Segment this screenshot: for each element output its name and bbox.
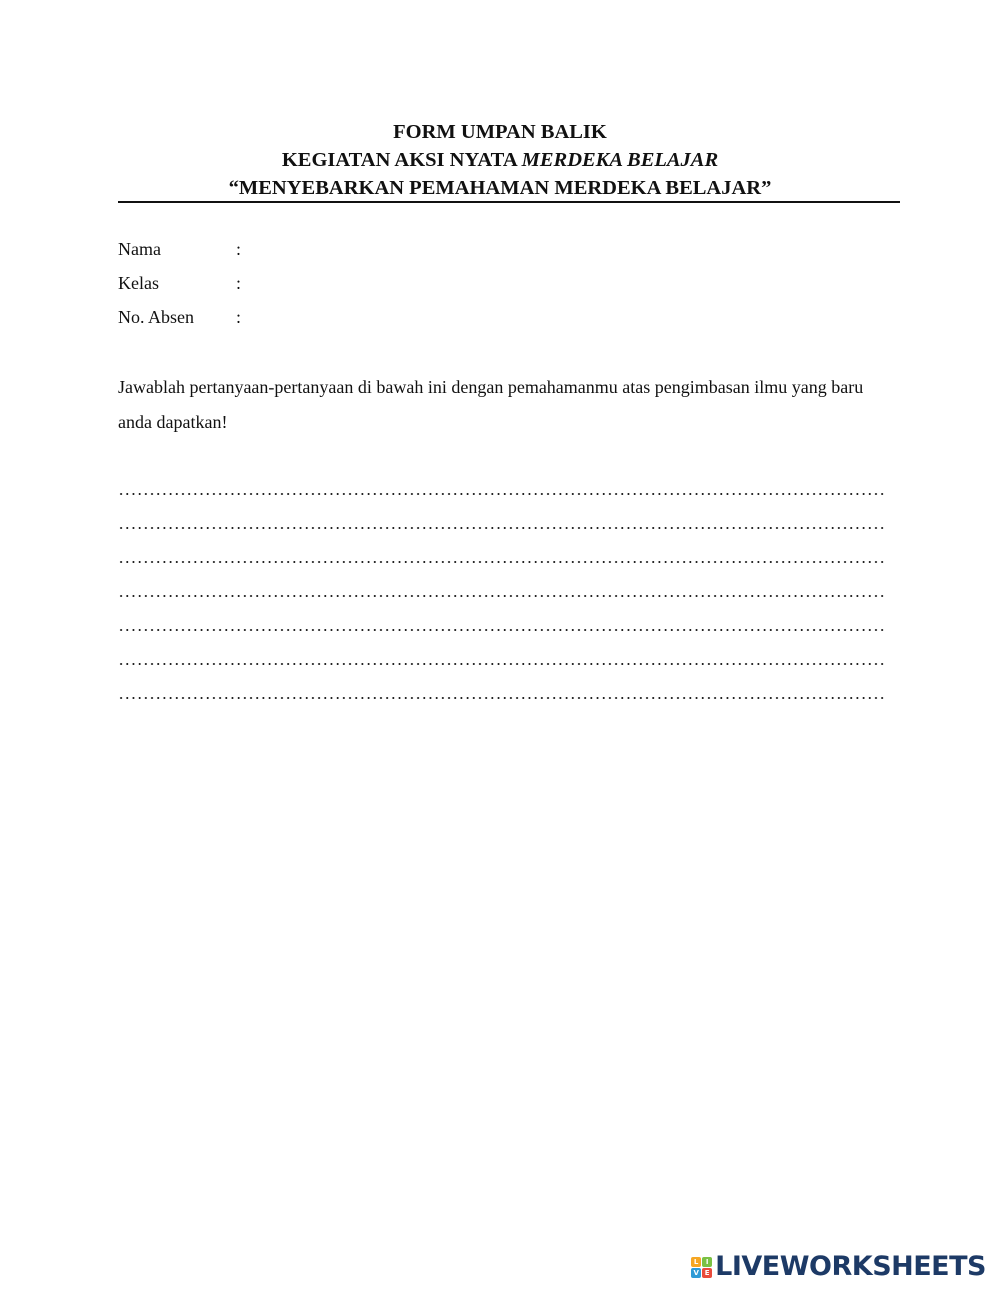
logo-tile: V bbox=[691, 1268, 701, 1278]
logo-tile: L bbox=[691, 1257, 701, 1267]
answer-line[interactable] bbox=[118, 544, 884, 578]
logo-text: LIVEWORKSHEETS bbox=[715, 1251, 986, 1282]
dotted-rule bbox=[118, 561, 884, 563]
form-subtitle bbox=[0, 146, 1000, 174]
field-colon: : bbox=[236, 239, 242, 259]
form-header bbox=[0, 118, 1000, 202]
liveworksheets-logo bbox=[691, 1252, 986, 1282]
form-subtitle-plain: KEGIATAN AKSI NYATA bbox=[281, 149, 522, 171]
answer-area[interactable] bbox=[118, 476, 884, 714]
dotted-rule bbox=[118, 493, 884, 495]
answer-line[interactable] bbox=[118, 612, 884, 646]
answer-line[interactable] bbox=[118, 510, 884, 544]
field-label: Nama bbox=[118, 239, 161, 259]
dotted-rule bbox=[118, 629, 884, 631]
dotted-rule bbox=[118, 595, 884, 597]
answer-line[interactable] bbox=[118, 476, 884, 510]
answer-line[interactable] bbox=[118, 680, 884, 714]
answer-line[interactable] bbox=[118, 646, 884, 680]
form-title: FORM UMPAN BALIK bbox=[393, 121, 607, 143]
field-label: No. Absen bbox=[118, 307, 194, 327]
dotted-rule bbox=[118, 527, 884, 529]
field-label: Kelas bbox=[118, 273, 159, 293]
logo-tile: I bbox=[702, 1257, 712, 1267]
form-subtitle-italic: MERDEKA BELAJAR bbox=[521, 149, 719, 171]
dotted-rule bbox=[118, 663, 884, 665]
instruction-text: Jawablah pertanyaan-pertanyaan di bawah ini dengan pemahamanmu atas pengimbasan ilmu yang baru anda dapatkan! bbox=[118, 377, 864, 432]
logo-tile: E bbox=[702, 1268, 712, 1278]
field-colon: : bbox=[236, 273, 242, 293]
field-colon: : bbox=[236, 307, 242, 327]
dotted-rule bbox=[118, 697, 884, 699]
liveworksheets-mark-icon bbox=[691, 1257, 712, 1278]
form-theme: “MENYEBARKAN PEMAHAMAN MERDEKA BELAJAR” bbox=[228, 177, 772, 199]
header-divider bbox=[118, 201, 900, 203]
answer-line[interactable] bbox=[118, 578, 884, 612]
